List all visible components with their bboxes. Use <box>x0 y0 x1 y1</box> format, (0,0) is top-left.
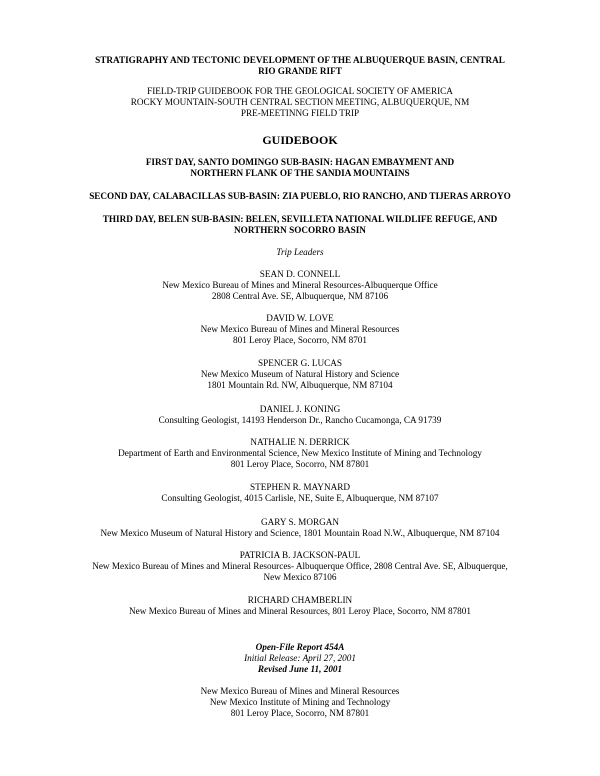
publisher-line-1: New Mexico Bureau of Mines and Mineral Resources <box>200 686 400 696</box>
leader-affiliation: New Mexico Museum of Natural History and Science <box>200 369 400 379</box>
second-day: SECOND DAY, CALABACILLAS SUB-BASIN: ZIA PUEBLO, RIO RANCHO, AND TIJERAS ARROYO <box>89 191 511 201</box>
field-trip-line-3: PRE-MEETINNG FIELD TRIP <box>240 108 360 118</box>
first-day-line-2: NORTHERN FLANK OF THE SANDIA MOUNTAINS <box>190 168 410 178</box>
publisher-line-2: New Mexico Institute of Mining and Technology <box>209 697 391 707</box>
leader-address: New Mexico 87106 <box>263 572 337 582</box>
revised-date: Revised June 11, 2001 <box>257 664 343 674</box>
leader-name: SPENCER G. LUCAS <box>258 358 342 368</box>
leader-address: 801 Leroy Place, Socorro, NM 87801 <box>230 459 370 469</box>
leader-affiliation: New Mexico Bureau of Mines and Mineral Resources-Albuquerque Office <box>162 280 438 290</box>
leader-name: NATHALIE N. DERRICK <box>250 437 350 447</box>
third-day-line-1: THIRD DAY, BELEN SUB-BASIN: BELEN, SEVILLETA NATIONAL WILDLIFE REFUGE, AND <box>102 214 498 224</box>
leader-name: RICHARD CHAMBERLIN <box>247 595 353 605</box>
initial-release: Initial Release: April 27, 2001 <box>244 653 356 663</box>
leader-name: GARY S. MORGAN <box>260 517 340 527</box>
document-title-line-1: STRATIGRAPHY AND TECTONIC DEVELOPMENT OF THE ALBUQUERQUE BASIN, CENTRAL <box>95 55 505 65</box>
trip-leaders-label: Trip Leaders <box>276 247 324 257</box>
leader-affiliation: New Mexico Museum of Natural History and Science, 1801 Mountain Road N.W., Albuquerque, NM 87104 <box>100 528 500 538</box>
field-trip-line-1: FIELD-TRIP GUIDEBOOK FOR THE GEOLOGICAL SOCIETY OF AMERICA <box>147 86 453 96</box>
leader-name: DAVID W. LOVE <box>266 313 334 323</box>
third-day-line-2: NORTHERN SOCORRO BASIN <box>234 225 366 235</box>
leader-address: 1801 Mountain Rd. NW, Albuquerque, NM 87104 <box>207 380 393 390</box>
field-trip-line-2: ROCKY MOUNTAIN-SOUTH CENTRAL SECTION MEETING, ALBUQUERQUE, NM <box>130 97 470 107</box>
first-day-line-1: FIRST DAY, SANTO DOMINGO SUB-BASIN: HAGAN EMBAYMENT AND <box>145 157 455 167</box>
leader-affiliation: Department of Earth and Environmental Science, New Mexico Institute of Mining and Technology <box>118 448 482 458</box>
document-title-line-2: RIO GRANDE RIFT <box>258 66 342 76</box>
leader-affiliation: New Mexico Bureau of Mines and Mineral Resources, 801 Leroy Place, Socorro, NM 87801 <box>129 606 471 616</box>
leader-name: DANIEL J. KONING <box>259 404 341 414</box>
leader-name: PATRICIA B. JACKSON-PAUL <box>239 550 361 560</box>
leader-affiliation: Consulting Geologist, 4015 Carlisle, NE, Suite E, Albuquerque, NM 87107 <box>161 493 439 503</box>
leader-affiliation: Consulting Geologist, 14193 Henderson Dr., Rancho Cucamonga, CA 91739 <box>158 415 442 425</box>
publisher-line-3: 801 Leroy Place, Socorro, NM 87801 <box>230 708 370 718</box>
leader-affiliation: New Mexico Bureau of Mines and Mineral Resources <box>200 324 400 334</box>
leader-affiliation: New Mexico Bureau of Mines and Mineral Resources- Albuquerque Office, 2808 Central Ave. SE, Albuquerque, <box>92 561 508 571</box>
guidebook-heading: GUIDEBOOK <box>262 133 338 147</box>
leader-address: 801 Leroy Place, Socorro, NM 8701 <box>233 335 367 345</box>
leader-name: STEPHEN R. MAYNARD <box>250 482 350 492</box>
leader-name: SEAN D. CONNELL <box>259 269 341 279</box>
leader-address: 2808 Central Ave. SE, Albuquerque, NM 87106 <box>211 291 389 301</box>
report-number: Open-File Report 454A <box>255 642 345 652</box>
